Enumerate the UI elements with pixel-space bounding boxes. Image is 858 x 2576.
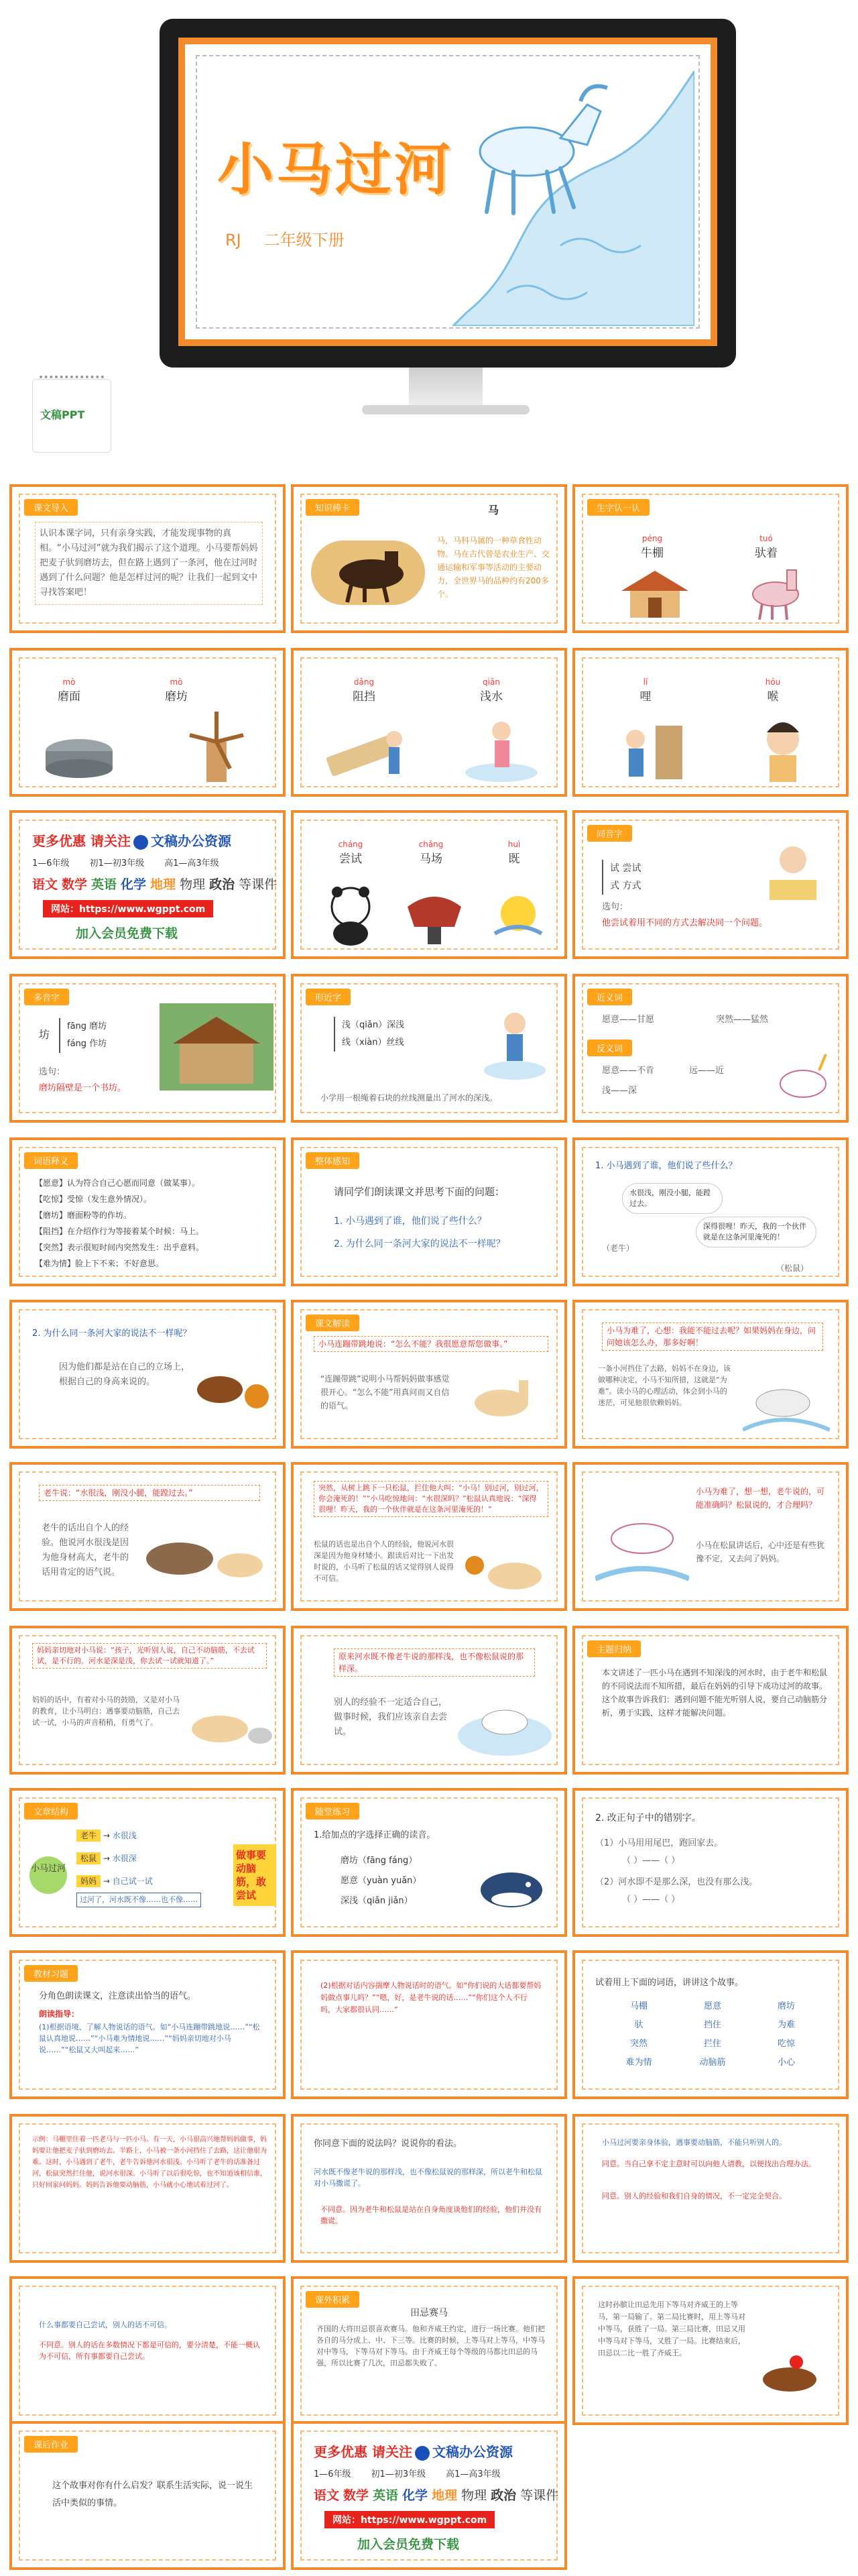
sentence-answer: 他尝试着用不同的方式去解决同一个问题。 — [602, 918, 768, 928]
opinion-answer: 不同意。别人的话在多数情况下都是可信的，要分清楚，不能一概认为不可信，所有事都要自己尝试。 — [39, 2341, 260, 2361]
slide-practice-2 — [572, 1788, 849, 1937]
opinion-statement: 什么事都要自己尝试，别人的话不可信。 — [39, 2320, 172, 2329]
slide-tag: 课文导入 — [24, 499, 78, 516]
antonym-a: 愿意——不肯 — [602, 1066, 655, 1076]
practice-line-1: （1）小马用用尾巴，跑回家去。 — [595, 1838, 723, 1848]
lesson-subtitle: RJ 二年级下册 — [225, 231, 345, 249]
practice-question: 1.给加点的字选择正确的读音。 — [314, 1830, 436, 1840]
slide-tag: 整体感知 — [306, 1152, 359, 1169]
slide-tag: 教材习题 — [24, 1965, 78, 1982]
quote-text: 妈妈亲切地对小马说：“孩子，光听别人说，自己不动脑筋，不去试试，是不行的。河水是深是浅，你去试一试就知道了。” — [32, 1643, 267, 1669]
analysis-text: 妈妈的话中，有着对小马的鼓励，又是对小马的教育，让小马明白：遇事要动脑筋，自己去试一试，小马的声音稍稍，有勇气了。 — [32, 1695, 180, 1727]
slide-reading-6 — [9, 1626, 286, 1775]
practice-options: 磨坊（fāng fáng） 愿意（yuàn yuǎn） 深浅（qiǎn jiǎn） — [341, 1856, 422, 1906]
word-card: dǎng 阻挡 — [353, 677, 375, 704]
exercise-answer: (2)根据对话内容揣摩人物说话时的语气。如“你们说的大话都要帮妈妈做点事儿吗？”“嗯，好，是老牛说的话……”“你们这个人不行吗，大家都很认同……” — [320, 1981, 542, 2014]
slide-new-words-2 — [9, 648, 286, 797]
brand-logo-text: 文稿PPT — [40, 408, 85, 421]
promo-grades: 1—6年级 初1—初3年级 高1—高3年级 — [314, 2469, 501, 2479]
practice-line-2: （2）河水即不是那么深，也没有那么浅。 — [595, 1877, 758, 1887]
word-card: péng 牛棚 — [641, 534, 664, 560]
promo-join[interactable]: 加入会员免费下载 — [357, 2537, 460, 2552]
promo-headline: 更多优惠 请关注 文稿办公资源 — [314, 2444, 513, 2460]
opinion-statement: 小马过河要亲身体验，遇事要动脑筋，不能只听别人的。 — [602, 2138, 786, 2147]
practice-blank-1[interactable]: （ ）——（ ） — [622, 1856, 680, 1866]
slide-tag: 课外积累 — [306, 2291, 359, 2308]
slide-knowledge — [291, 484, 567, 633]
monitor-stand — [409, 368, 483, 408]
exercise-question: 分角色朗读课文，注意读出恰当的语气。 — [39, 1991, 196, 2001]
slide-tag: 生字认一认 — [587, 499, 650, 516]
horse-racing-icon — [756, 2346, 837, 2413]
word-card: mò 磨坊 — [165, 677, 188, 704]
horse-photo — [311, 541, 425, 605]
polyphone-list: fāng 磨坊 fáng 作坊 — [59, 1018, 107, 1053]
word-bank: 马棚 愿意 磨坊 驮 挡住 为难 突然 拦住 吃惊 难为情 动脑筋 小心 — [625, 2001, 795, 2068]
question-1: 1. 小马遇到了谁，他们说了些什么？ — [595, 1161, 737, 1171]
structure-nodes: 老牛 → 水很浅 松鼠 → 水很深 妈妈 → 自己试一试 过河了，河水既不像……也不像…… — [76, 1824, 201, 1907]
slide-tag: 课文解读 — [306, 1314, 359, 1331]
barrier-icon — [320, 712, 414, 786]
slide-tag: 词语释义 — [24, 1152, 78, 1169]
opinion-answer: 不同意。因为老牛和松鼠是站在自身角度谈他们的经验，他们并没有撒谎。 — [320, 2205, 542, 2225]
knowledge-text: 马，马科马属的一种草食性动物。马在古代曾是农业生产、交通运输和军事等活动的主要动力，全世界马的品种约有200多个。 — [437, 536, 550, 599]
practice-blank-2[interactable]: （ ）——（ ） — [622, 1895, 680, 1905]
slide-homophone — [572, 810, 849, 959]
promo-join[interactable]: 加入会员免费下载 — [76, 926, 178, 941]
squirrel-horse-icon — [461, 1538, 555, 1606]
title-slide — [178, 38, 717, 346]
slide-word-bank — [572, 1950, 849, 2099]
slide-extra-reading-2 — [572, 2276, 849, 2425]
horse-river-illustration — [426, 71, 694, 326]
polyphone-char: 坊 — [39, 1028, 50, 1041]
happy-horse-icon — [461, 1369, 548, 1437]
brand-icon — [415, 2446, 430, 2461]
measuring-child-icon — [481, 1003, 548, 1084]
slide-extra-reading — [291, 2276, 567, 2425]
shed-icon — [618, 567, 692, 621]
analysis-text: 松鼠的话也是出自个人的经验，他说河水很深是因为他身材矮小。跟读后对比一下出发时说的，小马听了松鼠的话又觉得别人说得不可信。 — [314, 1540, 454, 1583]
slide-tag: 知识棒卡 — [306, 499, 359, 516]
slide-synonyms — [572, 974, 849, 1123]
analysis-text: 老牛的话出自个人的经验。他说河水很浅是因为他身材高大，老牛的话用肯定的语气说。 — [42, 1523, 129, 1577]
slide-new-words-4 — [572, 648, 849, 797]
question-2: 2. 为什么同一条河大家的说法不一样呢？ — [334, 1239, 505, 1249]
quote-text: 小马为难了，心想：我能不能过去呢？如果妈妈在身边，问问她该怎么办，那多好啊！ — [602, 1323, 823, 1351]
slide-tag: 多音字 — [24, 989, 69, 1005]
slide-opinion-1 — [291, 2114, 567, 2263]
child-sign-icon — [609, 712, 696, 786]
analysis-text: 一条小河挡住了去路，妈妈不在身边，该做哪种决定，小马不知所措，这就是“为难”。读小马的心理活动，体会到小马的迷茫，可见他很依赖妈妈。 — [598, 1364, 731, 1407]
slide-opinion-3 — [9, 2276, 286, 2425]
word-card: mò 磨面 — [58, 677, 80, 704]
slide-reading-5 — [572, 1462, 849, 1611]
slide-new-words-1 — [572, 484, 849, 633]
exercise-sub: 朗读指导： — [39, 2009, 80, 2019]
slide-tag: 文章结构 — [24, 1803, 78, 1819]
quote-text: 原来河水既不像老牛说的那样浅，也不像松鼠说的那样深。 — [334, 1648, 535, 1677]
antonym-b: 远——近 — [689, 1066, 725, 1076]
ox-squirrel-icon — [193, 1356, 273, 1423]
word-card: lǐ 哩 — [639, 677, 652, 704]
homophone-list: 试 尝试 式 方式 — [602, 860, 641, 895]
analysis-text: “连蹦带跳”说明小马帮妈妈做事感觉很开心。“怎么不能”用真问而又自信的语气。 — [320, 1374, 450, 1410]
promo-subjects: 语文 数学 英语 化学 地理 物理 政治 等课件 — [32, 877, 278, 892]
slide-tag: 主题归纳 — [587, 1640, 641, 1657]
slide-overview — [291, 1137, 567, 1286]
hero-section — [0, 0, 858, 469]
answer-text: 因为他们都是站在自己的立场上，根据自己的身高来说的。 — [59, 1362, 190, 1387]
slide-reading-7 — [291, 1626, 567, 1775]
word-card: tuó 驮着 — [755, 534, 778, 560]
ox-horse-icon — [139, 1518, 273, 1599]
slide-q2 — [9, 1300, 286, 1449]
slide-reading-1 — [291, 1300, 567, 1449]
choose-label: 选句： — [39, 1067, 66, 1077]
slide-tag: 近义词 — [587, 989, 632, 1005]
slide-practice-1 — [291, 1788, 567, 1937]
slide-tag-2: 反义词 — [587, 1040, 632, 1056]
slide-reading-3 — [9, 1462, 286, 1611]
river-crossing-icon — [454, 1689, 555, 1762]
extra-text: 齐国的大将田忌很喜欢赛马。他和齐威王约定，进行一场比赛。他们把各自的马分成上、中、下三等。比赛的时候，上等马对上等马，中等马对中等马，下等马对下等马。由于齐威王每个等级的马都比田忌的马强，所以比赛了几次，田忌都失败了。 — [316, 2325, 545, 2367]
millstone-icon — [39, 718, 133, 778]
antonym-c: 浅——深 — [602, 1086, 637, 1096]
horse-crossing-icon — [595, 1498, 689, 1592]
opinion-answer-2: 同意。别人的经验和我们自身的情况，不一定完全契合。 — [602, 2192, 786, 2200]
whale-icon — [475, 1858, 548, 1911]
quote-text: 小马为难了，想一想，老牛说的，可能准确吗？松鼠说的，才合理吗？ — [696, 1487, 825, 1510]
slide-similar-chars — [291, 974, 567, 1123]
theme-text: 本文讲述了一匹小马在遇到不知深浅的河水时，由于老牛和松鼠的不同说法而不知所措，最后在妈妈的引导下成功过河的故事。这个故事告诉我们：遇到问题不能光听别人说，要自己动脑筋分析，勇于实践，这样才能解决问题。 — [602, 1668, 828, 1718]
shallow-water-icon — [461, 712, 542, 786]
quote-text: 小马连蹦带跳地说：“怎么不能？我很愿意帮您做事。” — [314, 1336, 548, 1352]
slide-reading-2 — [572, 1300, 849, 1449]
slide-exercise-2 — [291, 1950, 567, 2099]
structure-center: 小马过河 — [29, 1856, 67, 1894]
question-1: 1. 小马遇到了谁，他们说了些什么？ — [334, 1216, 487, 1227]
horse-icon — [739, 562, 812, 622]
opinion-answer: 同意。当自己拿不定主意时可以向他人请教，以便找出合理办法。 — [602, 2160, 816, 2168]
slide-word-meanings — [9, 1137, 286, 1286]
slide-dialogue — [572, 1137, 849, 1286]
promo-slide — [9, 810, 286, 959]
promo-subjects: 语文 数学 英语 化学 地理 物理 政治 等课件 — [314, 2488, 559, 2503]
slide-new-words-3 — [291, 648, 567, 797]
practice-question: 2. 改正句子中的错别字。 — [595, 1813, 701, 1824]
brand-icon — [133, 835, 148, 850]
coughing-child-icon — [743, 712, 830, 786]
word-card: chǎng 马场 — [418, 840, 444, 866]
slide-tag: 同音字 — [587, 825, 632, 842]
homework-text: 这个故事对你有什么启发？联系生活实际，说一说生活中类似的事情。 — [52, 2481, 253, 2508]
opinion-statement: 河水既不像老牛说的那样浅，也不像松鼠说的那样深，所以老牛和松鼠对小马撒谎了。 — [314, 2168, 542, 2188]
question-2: 2. 为什么同一条河大家的说法不一样呢？ — [32, 1329, 192, 1339]
card-title: 马 — [488, 504, 499, 516]
slide-tag: 形近字 — [306, 989, 351, 1005]
quote-text: 老牛说：“水很浅，刚没小腿，能蹚过去。” — [39, 1485, 260, 1501]
slide-exercise-1 — [9, 1950, 286, 2099]
student-writing-icon — [756, 840, 830, 907]
speaker-squirrel: （松鼠） — [776, 1264, 809, 1273]
extra-text: 这时孙膑让田忌先用下等马对齐威王的上等马，第一局输了。第二局比赛时，用上等马对中等马，获胜了一局。第三局比赛，田忌又用中等马对下等马，又胜了一局。比赛结束后，田忌以二比一胜了齐威王。 — [598, 2300, 745, 2357]
promo-headline: 更多优惠 请关注 文稿办公资源 — [32, 833, 231, 849]
analysis-text: 别人的经验不一定适合自己，做事时候，我们应该亲自去尝试。 — [334, 1697, 448, 1737]
overview-prompt: 请同学们朗读课文并思考下面的问题： — [334, 1186, 505, 1198]
promo-grades: 1—6年级 初1—初3年级 高1—高3年级 — [32, 858, 219, 869]
thinking-horse-icon — [743, 1363, 830, 1437]
monitor — [160, 19, 736, 368]
structure-summary: 做事要动脑筋，敢尝试 — [233, 1844, 276, 1906]
speaker-ox: （老牛） — [602, 1243, 635, 1253]
wordbank-question: 试着用上下面的词语，讲讲这个故事。 — [595, 1978, 744, 1988]
speech-bubble-ox: 水很浅，刚没小腿，能蹚过去。 — [622, 1183, 723, 1214]
mill-house-photo — [160, 1003, 273, 1090]
opinion-question: 你同意下面的说法吗？说说你的看法。 — [314, 2139, 463, 2149]
sun-icon — [488, 880, 548, 947]
slide-theme — [572, 1626, 849, 1775]
slide-polyphone — [9, 974, 286, 1123]
synonym-b: 突然——猛然 — [716, 1015, 769, 1025]
sentence-answer: 小学用一根绳着石块的丝线测量出了河水的深浅。 — [320, 1093, 498, 1103]
exercise-answer: (1)根据语境、了解人物说话的语气。如“小马连蹦带跳地说……”“松鼠认真地说……”“小马难为情地说……”“妈妈亲切地对小马说……”“松鼠又大叫起来……” — [39, 2023, 260, 2054]
word-card: huì 既 — [507, 840, 521, 866]
word-card: cháng 尝试 — [338, 840, 363, 866]
meaning-list: 【愿意】认为符合自己心愿而同意（做某事）。 【吃惊】受惊（发生意外情况）。 【磨坊】磨面粉等的作坊。 【阻挡】在介绍作行为等接着某个时候：马上。 【突然】表示很短时间内突然发生：出乎意料。 【难为情】脸上下不来；不好意思。 — [35, 1178, 204, 1268]
unicorn-icon — [770, 1050, 837, 1111]
panda-icon — [320, 880, 381, 947]
slide-homework — [9, 2421, 286, 2570]
word-card: qiǎn 浅水 — [480, 677, 503, 704]
slide-tag: 随堂练习 — [306, 1803, 359, 1819]
slide-new-words-5 — [291, 810, 567, 959]
analysis-text: 小马在松鼠讲话后，心中还是有些犹豫不定，又去问了妈妈。 — [696, 1541, 825, 1563]
slide-tag: 课后作业 — [24, 2436, 78, 2453]
intro-text: 认识本课字词，只有亲身实践，才能发现事物的真相。“小马过河”就为我们揭示了这个道理。小马要帮妈妈把麦子驮到磨坊去，但在路上遇到了一条河，他在过河时遇到了什么问题？他是怎样过河的呢？让我们一起到文中寻找答案吧！ — [35, 522, 263, 605]
promo-website[interactable]: 网站：https://www.wgppt.com — [43, 900, 213, 917]
story-example: 示例：马棚里住着一匹老马与一匹小马。有一天，小马很高兴地帮妈妈做事，妈妈要让他把麦子驮到磨坊去。半路上，小马被一条小河挡住了去路，这让他很为难。这时，小马遇到了老牛，老牛告诉他河水很浅。小马听了老牛的话准备过河，松鼠突然拦住他，说河水很深。小马听了以后很吃惊，也不知道该相信谁，只好回家问妈妈。妈妈告诉他要动脑筋，小马就小心地试着过河了。 — [32, 2136, 267, 2189]
saddle-icon — [401, 880, 468, 947]
slide-intro — [9, 484, 286, 633]
choose-label: 选句： — [602, 902, 629, 912]
lesson-title: 小马过河 — [217, 137, 454, 203]
promo-slide-2 — [291, 2421, 567, 2570]
slide-story-example — [9, 2114, 286, 2263]
slide-reading-4 — [291, 1462, 567, 1611]
slide-opinion-2 — [572, 2114, 849, 2263]
windmill-icon — [173, 708, 260, 789]
similar-char-list: 浅（qiǎn）深浅 线（xiàn）丝线 — [334, 1017, 404, 1052]
extra-title: 田忌赛马 — [410, 2308, 448, 2318]
slide-structure — [9, 1788, 286, 1937]
promo-website[interactable]: 网站：https://www.wgppt.com — [324, 2511, 495, 2528]
monitor-base — [362, 405, 530, 414]
speech-bubble-squirrel: 深得很哩！昨天，我的一个伙伴就是在这条河里淹死的！ — [696, 1217, 816, 1247]
word-card: hóu 喉 — [765, 677, 781, 704]
synonym-a: 愿意——甘愿 — [602, 1015, 655, 1025]
quote-text: 突然，从树上跳下一只松鼠，拦住他大叫：“小马！别过河，别过河，你会淹死的！”“小马吃惊地问：“水很深吗？”松鼠认真地说：“深得很哩！昨天，我的一个伙伴就是在这条河里淹死的！” — [314, 1481, 548, 1517]
mother-horse-icon — [180, 1695, 273, 1762]
sentence-answer: 磨坊隔壁是一个书坊。 — [39, 1083, 127, 1093]
